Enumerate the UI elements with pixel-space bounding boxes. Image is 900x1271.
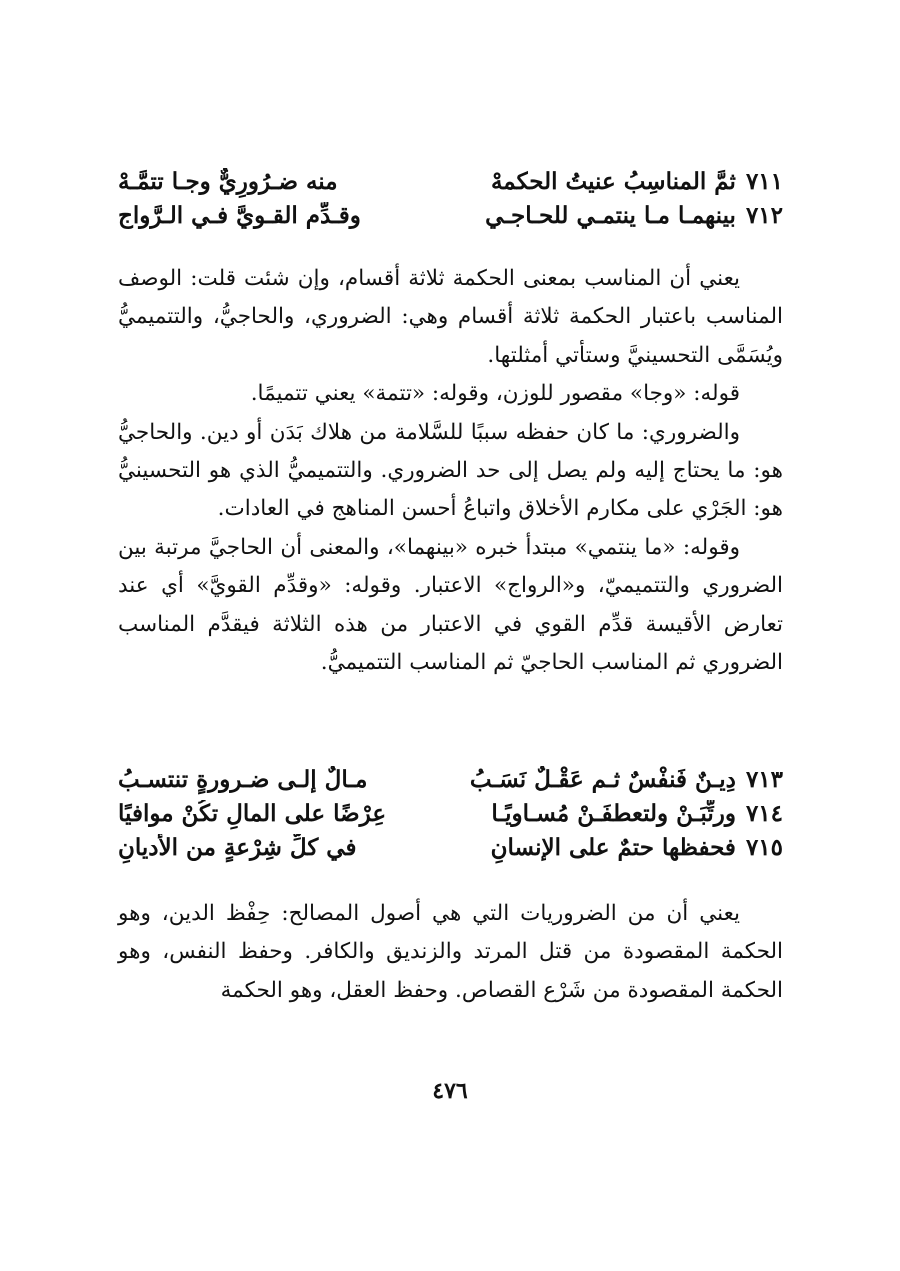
verse-group-1 [118,168,783,236]
verse-hemistich-second: وقـدِّم القـويَّ فـي الـرَّواج [118,202,361,229]
verse-hemistich-first: دِيـنٌ فَنفْسٌ ثـم عَقْـلٌ نَسَـبُ [469,766,736,793]
verse-number: ٧١٣ [745,766,783,793]
verse-line [118,168,783,202]
verse-number: ٧١٥ [745,834,783,861]
verse-hemistich-second: عِرْضًا على المالِ تكُنْ موافيًا [118,800,387,827]
verse-hemistich-first: ثمَّ المناسِبُ عنيتُ الحكمهْ [490,168,736,195]
verse-number: ٧١٢ [745,202,783,229]
verse-hemistich-second: منه ضـرُورِيٌّ وجـا تتمَّـهْ [118,168,338,195]
commentary-paragraph: يعني أن المناسب بمعنى الحكمة ثلاثة أقسام، وإن شئت قلت: الوصف المناسب باعتبار الحكمة ثلاثة أقسام وهي: الضروري، والحاجيُّ، والتتميميُّ ويُسَمَّى التحسينيَّ وستأتي أمثلتها. [118,266,783,368]
commentary-paragraph: والضروري: ما كان حفظه سببًا للسَّلامة من هلاك بَدَن أو دين. والحاجيُّ هو: ما يحتاج إليه ولم يصل إلى حد الضروري. والتتميميُّ الذي هو التحسينيُّ هو: الجَرْي على مكارم الأخلاق واتباعُ أحسن المناهج في العادات. [118,419,783,522]
verse-hemistich-second: مـالٌ إلـى ضـرورةٍ تنتسـبُ [118,766,368,793]
commentary-block-1 [118,260,783,682]
commentary-paragraph: قوله: «وجا» مقصور للوزن، وقوله: «تتمة» يعني تتميمًا. [250,381,740,407]
verse-group-2 [118,766,783,868]
verse-line [118,834,783,868]
page-number: ٤٧٦ [432,1078,468,1104]
verse-number: ٧١١ [745,168,783,195]
verse-hemistich-first: ورتِّبَـنْ ولتعطفَـنْ مُسـاويًـا [491,800,736,827]
verse-hemistich-second: في كلِّ شِرْعةٍ من الأديانِ [118,834,357,861]
verse-line [118,800,783,834]
commentary-paragraph: يعني أن من الضروريات التي هي أصول المصالح: حِفْظ الدين، وهو الحكمة المقصودة من قتل المرتد والزنديق والكافر. وحفظ النفس، وهو الحكمة المقصودة من شَرْع القصاص. وحفظ العقل، وهو الحكمة [118,901,783,1003]
verse-line [118,766,783,800]
verse-hemistich-first: فحفظها حتمٌ على الإنسانِ [490,834,736,861]
commentary-block-2 [118,895,783,1010]
commentary-paragraph: وقوله: «ما ينتمي» مبتدأ خبره «بينهما»، والمعنى أن الحاجيَّ مرتبة بين الضروري والتتميميّ، و«الرواج» الاعتبار. وقوله: «وقدِّم القويَّ» أي عند تعارض الأقيسة قدِّم القوي في الاعتبار من هذه الثلاثة فيقدَّم المناسب الضروري ثم المناسب الحاجيّ ثم المناسب التتميميُّ. [118,534,783,676]
verse-hemistich-first: بينهمـا مـا ينتمـي للحـاجـي [485,202,736,229]
verse-line [118,202,783,236]
verse-number: ٧١٤ [745,800,783,827]
